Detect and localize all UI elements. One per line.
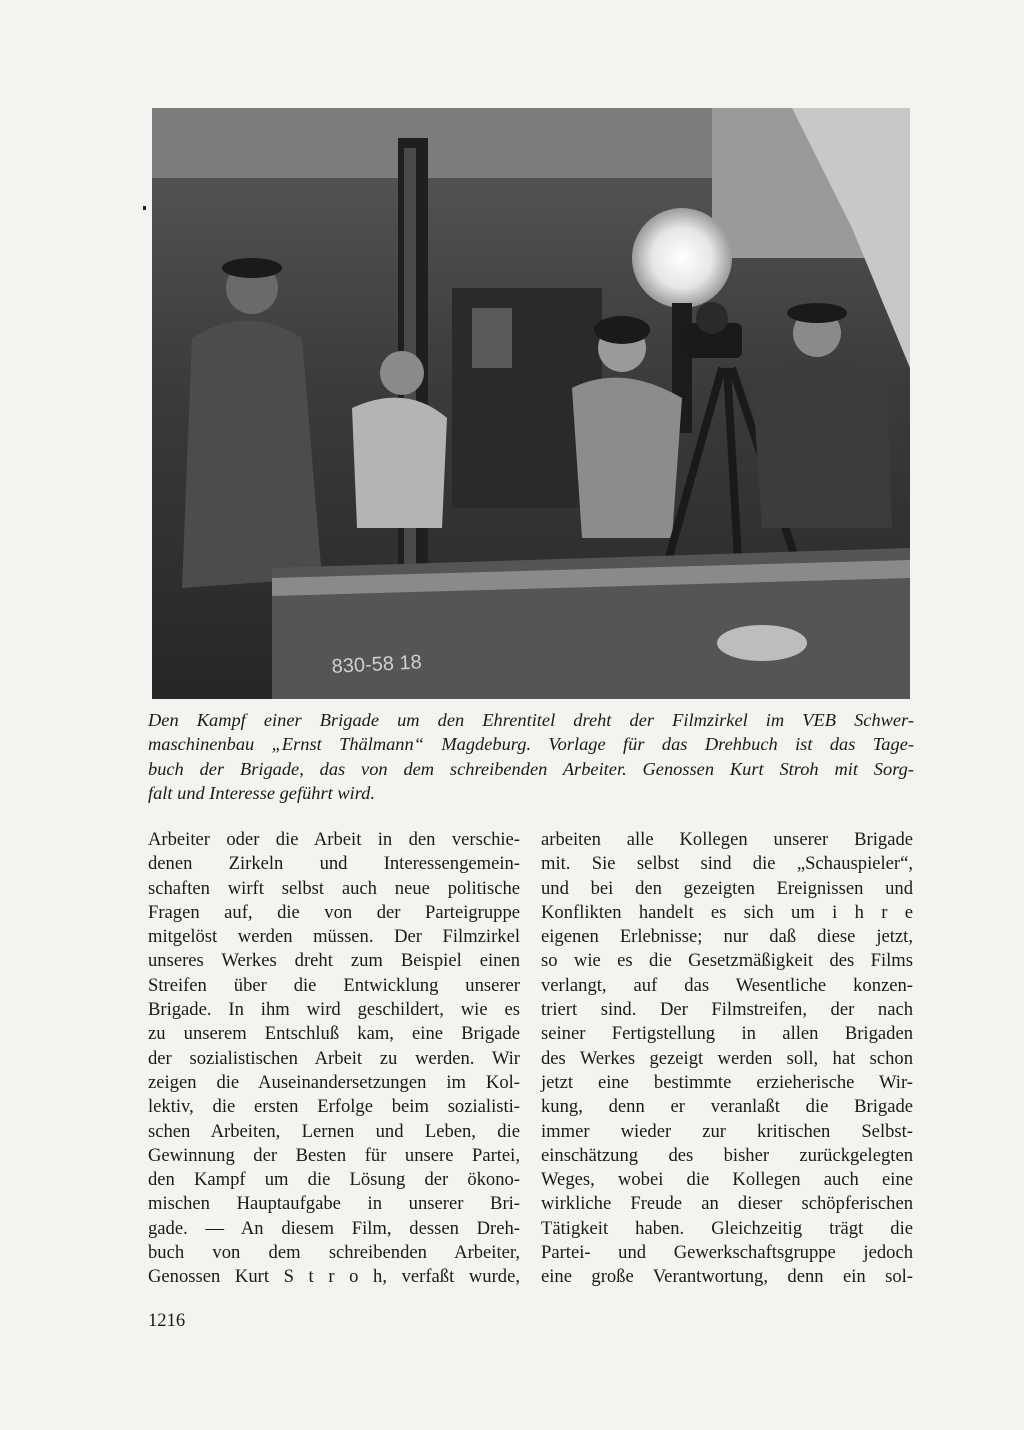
caption-line: maschinenbau „Ernst Thälmann“ Magdeburg. Vorlage für das Drehbuch ist das Tage- <box>148 734 914 755</box>
caption-line: falt und Interesse geführt wird. <box>148 783 375 804</box>
text-line: seiner Fertigstellung in allen Brigaden <box>541 1023 913 1045</box>
film-crew-photo-icon <box>152 108 910 699</box>
text-line: kung, denn er veranlaßt die Brigade <box>541 1096 913 1118</box>
text-line: des Werkes gezeigt werden soll, hat schon <box>541 1047 913 1069</box>
caption-line: Den Kampf einer Brigade um den Ehrentitel dreht der Filmzirkel im VEB Schwer- <box>148 710 914 730</box>
text-line: Arbeiter oder die Arbeit in den verschie- <box>148 829 520 850</box>
text-line: Weges, wobei die Kollegen auch eine <box>541 1169 913 1191</box>
text-line: buch von dem schreibenden Arbeiter, <box>148 1242 520 1264</box>
text-line: zu unserem Entschluß kam, eine Brigade <box>148 1023 520 1045</box>
text-line: mischen Hauptaufgabe in unserer Bri- <box>148 1193 520 1215</box>
text-line: Streifen über die Entwicklung unserer <box>148 974 520 996</box>
text-line: Genossen Kurt S t r o h, verfaßt wurde, <box>148 1266 520 1288</box>
text-line: arbeiten alle Kollegen unserer Brigade <box>541 829 913 850</box>
text-line: schaften wirft selbst auch neue politische <box>148 877 520 899</box>
text-line: wirkliche Freude an dieser schöpferischen <box>541 1193 913 1215</box>
text-line: Konflikten handelt es sich um i h r e <box>541 901 913 923</box>
text-line: triert sind. Der Filmstreifen, der nach <box>541 999 913 1021</box>
bench-plate-marking: 830-58 18 <box>331 651 423 678</box>
print-speck <box>143 206 146 210</box>
text-line: schen Arbeiten, Lernen und Leben, die <box>148 1120 520 1142</box>
text-line: Tätigkeit haben. Gleichzeitig trägt die <box>541 1217 913 1239</box>
text-line: eine große Verantwortung, denn ein sol- <box>541 1266 913 1288</box>
text-line: Fragen auf, die von der Parteigruppe <box>148 901 520 923</box>
text-line: verlangt, auf das Wesentliche konzen- <box>541 974 913 996</box>
page-number: 1216 <box>148 1310 186 1331</box>
text-line: den Kampf um die Lösung der ökono- <box>148 1169 520 1191</box>
text-line: zeigen die Auseinandersetzungen im Kol- <box>148 1071 520 1093</box>
text-line: mitgelöst werden müssen. Der Filmzirkel <box>148 926 520 948</box>
caption-line: buch der Brigade, das von dem schreibenden Arbeiter. Genossen Kurt Stroh mit Sorg- <box>148 758 914 779</box>
text-line: jetzt eine bestimmte erzieherische Wir- <box>541 1071 913 1093</box>
text-line: eigenen Erlebnisse; nur daß diese jetzt, <box>541 926 913 948</box>
body-column-right <box>541 828 913 1290</box>
text-line: so wie es die Gesetzmäßigkeit des Films <box>541 950 913 972</box>
text-line: gade. — An diesem Film, dessen Dreh- <box>148 1217 520 1239</box>
text-line: unseres Werkes dreht zum Beispiel einen <box>148 950 520 972</box>
text-line: Gewinnung der Besten für unsere Partei, <box>148 1144 520 1166</box>
text-line: immer wieder zur kritischen Selbst- <box>541 1120 913 1142</box>
text-line: denen Zirkeln und Interessengemein- <box>148 853 520 875</box>
text-line: einschätzung des bisher zurückgelegten <box>541 1144 913 1166</box>
photo-scene <box>152 108 910 699</box>
text-line: mit. Sie selbst sind die „Schauspieler“, <box>541 853 913 875</box>
text-line: der sozialistischen Arbeit zu werden. Wir <box>148 1047 520 1069</box>
text-line: lektiv, die ersten Erfolge beim sozialisti- <box>148 1096 520 1118</box>
photo-caption <box>148 708 914 806</box>
text-line: Brigade. In ihm wird geschildert, wie es <box>148 999 520 1021</box>
text-line: Partei- und Gewerkschaftsgruppe jedoch <box>541 1242 913 1264</box>
body-column-left <box>148 828 520 1290</box>
text-line: und bei den gezeigten Ereignissen und <box>541 877 913 899</box>
